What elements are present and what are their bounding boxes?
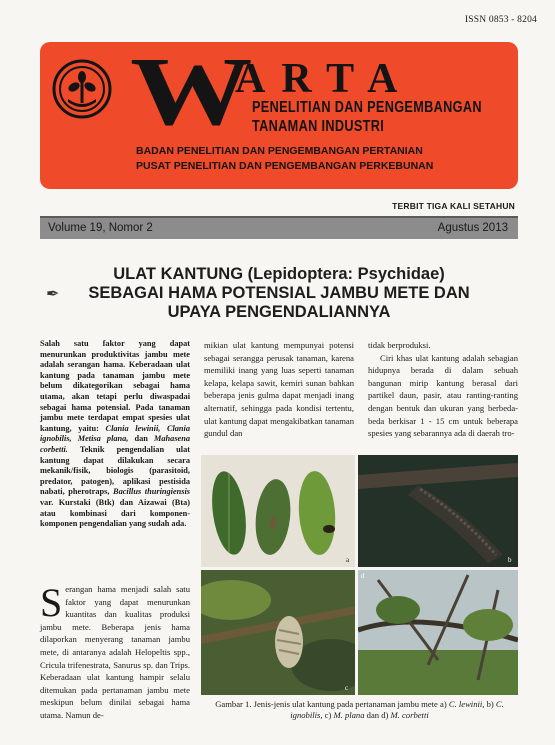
masthead-banner — [40, 42, 518, 189]
subtitle-line-2: TANAMAN INDUSTRI — [252, 118, 385, 135]
agency-line-1: BADAN PENELITIAN DAN PENGEMBANGAN PERTANIAN — [136, 145, 423, 157]
body-column-3: tidak berproduksi. Ciri khas ulat kantung adalah sebagian hidupnya berada di dalam sebuah bangunan mirip kantung berasal dari partikel daun, pasir, atau ranting-ranting dengan bentuk dan ukuran yang berbeda-beda berkisar 1 - 15 cm untuk beberapa spesies yang sebarannya ada di daerah tro- — [368, 340, 518, 439]
photo-d-tree — [358, 570, 518, 695]
agency-line-2: PUSAT PENELITIAN DAN PENGEMBANGAN PERKEBUNAN — [136, 160, 434, 172]
drop-cap: S — [40, 580, 63, 625]
brand-name: ARTA — [235, 56, 414, 102]
photo-b-bag — [358, 455, 518, 567]
publication-frequency: TERBIT TIGA KALI SETAHUN — [392, 201, 515, 211]
ministry-logo-icon — [52, 59, 112, 119]
photo-label-b: b — [508, 556, 512, 564]
body-column-1: Serangan hama menjadi salah satu faktor yang dapat menurunkan kuantitas dan kualitas produksi jambu mete. Beberapa jenis hama dilaporkan menyerang tanaman jambu mete, di antaranya adalah Helopeltis spp., Cricula trifenestrata, Sanurus sp. dan Trips. Keberadaan ulat kantung hampir selalu ditemukan pada pertanaman jambu mete meskipun belum dinilai sebagai hama utama. Namun de- — [40, 580, 190, 720]
subtitle-line-1: PENELITIAN DAN PENGEMBANGAN — [252, 99, 482, 116]
photo-c-bag — [201, 570, 355, 695]
issn: ISSN 0853 - 8204 — [464, 15, 537, 25]
figure-caption: Gambar 1. Jenis-jenis ulat kantung pada pertanaman jambu mete a) C. lewinii, b) C. ignobilis, c) M. plana dan d) M. corbetti — [215, 699, 504, 720]
pen-mark-icon: ✒ — [46, 286, 60, 303]
photo-label-a: a — [346, 556, 350, 564]
volume-number: Volume 19, Nomor 2 — [48, 222, 153, 234]
article-title-line-1: ULAT KANTUNG (Lepidoptera: Psychidae) — [113, 265, 445, 283]
article-title-line-2: SEBAGAI HAMA POTENSIAL JAMBU METE DAN — [88, 284, 470, 302]
brand-initial: W — [130, 42, 253, 146]
photo-label-c: c — [345, 684, 349, 692]
body-column-2: mikian ulat kantung mempunyai potensi sebagai serangga perusak tanaman, karena memiliki inang yang luas seperti tanaman kelapa, kelapa sawit, kemiri sunan bahkan beberapa jenis gulma dapat menjadi inang alternatif, sehingga pada kondisi tertentu, ulat kantung dapat mengakibatkan tanaman gundul dan — [204, 340, 354, 439]
photo-label-d: d — [361, 572, 365, 580]
photo-a-leaves — [201, 455, 355, 567]
figure-photos — [201, 455, 518, 695]
abstract: Salah satu faktor yang dapat menurunkan produktivitas jambu mete adalah serangan hama. Keberadaan ulat kantung pada tanaman jambu mete belum dikategorikan sebagai hama utama, akan tetapi perlu diwaspadai sebagai hama potensial. Pada tanaman jambu mete terdapat empat spesies ulat kantung, yaitu: Clania lewinii, Clania ignobilis, Metisa plana, dan Mahasena corbetti. Teknik pengendalian ulat kantung dapat dilakukan secara mekanik/fisik, biologis (parasitoid, predator, patogen), aplikasi pestisida nabati, pherotraps, Bacillus thuringiensis var. Kurstaki (Btk) dan Aizawai (Bta) atau kombinasi dari komponen-komponen pengendalian yang sudah ada. — [40, 339, 190, 529]
issue-date: Agustus 2013 — [437, 222, 508, 234]
article-title-line-3: UPAYA PENGENDALIANNYA — [167, 303, 391, 321]
volume-bar — [40, 216, 518, 239]
